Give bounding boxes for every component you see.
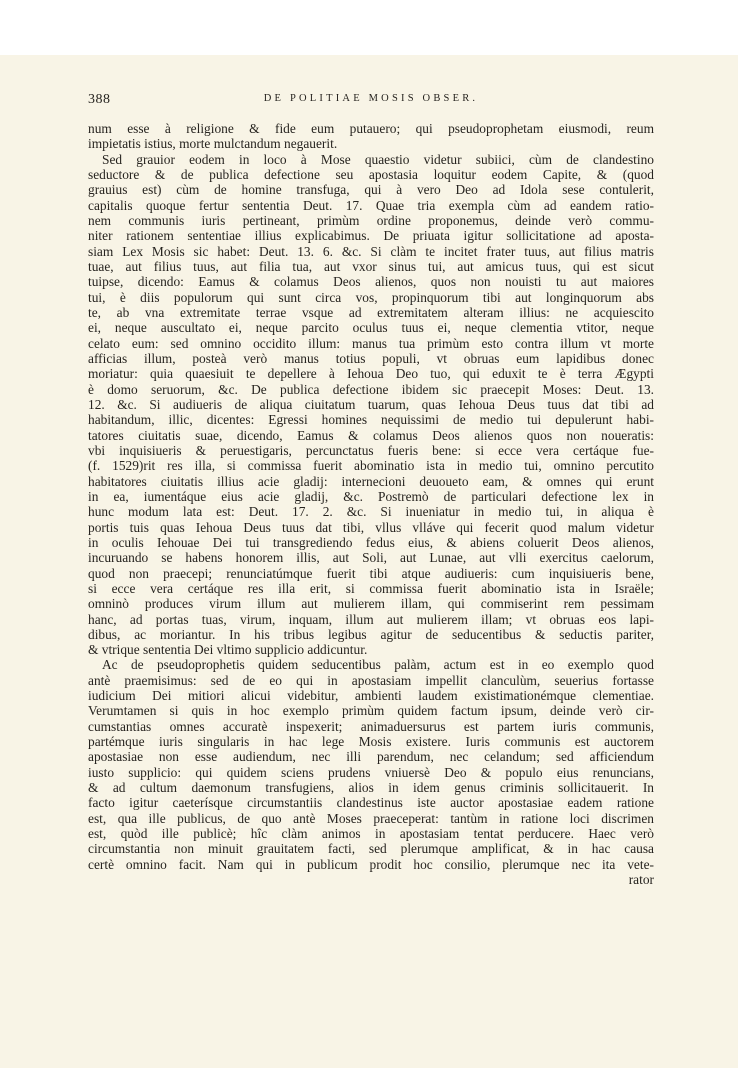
- text-line: facto igitur caeterísque circumstantiis clandestinus iste auctor apostasiae eadem ratione: [88, 795, 654, 811]
- text-line: apostasiae non esse audiendum, nec illi parendum, nec celandum; sed afficiendum: [88, 749, 654, 765]
- text-line: è domo seruorum, &c. De publica defectione ibidem sic praecepit Moses: Deut. 13.: [88, 381, 654, 397]
- text-line: portis tuis quas Iehoua Deus tuus dat tibi, vllus vlláve qui fecerit quod malum videtur: [88, 519, 654, 535]
- text-line: siam Lex Mosis sic habet: Deut. 13. 6. &c. Si clàm te incitet frater tuus, aut filius matris: [88, 243, 654, 259]
- text-line: est, qua ille publicus, de quo antè Moses praeceperat: tantùm in ratione loci discrimen: [88, 810, 654, 826]
- text-line: hanc, ad portas tuas, virum, inquam, illum aut mulierem illam; vt obruas eos lapi-: [88, 611, 654, 627]
- text-line: hunc modum lata est: Deut. 17. 2. &c. Si inueniatur in medio tui, in aliqua è: [88, 504, 654, 520]
- text-line: si ecce vera certáque res illa erit, si commissa fuerit abominatio ista in Israële;: [88, 580, 654, 596]
- text-line: dibus, ac moriantur. In his tribus legibus agitur de seducentibus & seductis pariter,: [88, 626, 654, 642]
- text-line: cumstantias omnes accuratè inspexerit; animaduersurus est partem iuris communis,: [88, 718, 654, 734]
- text-line: nem communis iuris pertineant, primùm ordine proponemus, deinde verò commu-: [88, 212, 654, 228]
- text-line: omninò produces virum illum aut mulierem illam, qui commiserint rem pessimam: [88, 596, 654, 612]
- text-line: rator: [628, 872, 654, 888]
- text-line: tatores ciuitatis suae, dicendo, Eamus & colamus Deos alienos quos non noueratis:: [88, 427, 654, 443]
- text-line: seductore & de publica defectione seu apostasia loquitur eodem Capite, & (quod: [88, 166, 654, 182]
- text-line: & ad cultum daemonum transfugiens, alios in idem genus criminis sollicitauerit. In: [88, 780, 654, 796]
- text-line: iusto supplicio: qui quidem sciens prudens vniuersè Deo & populo eius renuncians,: [88, 764, 654, 780]
- text-line: partémque iuris singularis in hac lege Mosis existere. Iuris communis est auctorem: [88, 734, 654, 750]
- text-body: [88, 121, 654, 887]
- text-line: impietatis istius, morte mulctandum negauerit.: [88, 136, 338, 152]
- text-line: (f. 1529)rit res illa, si commissa fuerit abominatio ista in medio tui, omnino percutito: [88, 458, 654, 474]
- text-line: in ea, iumentáque eius acie gladij, &c. Postremò de particulari defectione lex in: [88, 488, 654, 504]
- text-line: tuipse, dicendo: Eamus & colamus Deos alienos, quos non nouisti tu aut maiores: [88, 274, 654, 290]
- text-line: incuruando se habens honorem illis, aut Soli, aut Lunae, aut vlli exercitus caelorum,: [88, 550, 654, 566]
- text-line: tui, è diis populorum qui sunt circa vos, propinquorum tibi aut longinquorum abs: [88, 289, 654, 305]
- text-line: tuae, aut filius tuus, aut filia tua, aut vxor sinus tui, aut amicus tuus, qui est sicut: [88, 258, 654, 274]
- text-line: num esse à religione & fide eum putauero; qui pseudoprophetam eiusmodi, reum: [88, 121, 654, 136]
- text-line: te, ab vna extremitate terrae vsque ad extremitatem alteram illius: ne acquiescito: [88, 304, 654, 320]
- text-line: moriatur: quia quaesiuit te depellere à Iehoua Deo tuo, qui eduxit te è terra Ægypti: [88, 366, 654, 382]
- text-line: vbi inquisiueris & peruestigaris, percunctatus fueris bene: si ecce vera certáque fue-: [88, 442, 654, 458]
- text-line: grauius est) cùm de homine transfuga, qui à vero Deo ad Idola sese contulerit,: [88, 182, 654, 198]
- text-line: ei, neque auscultato ei, neque parcito oculus tuus ei, neque clementia vtitor, neque: [88, 320, 654, 336]
- text-line: antè praemisimus: sed de eo qui in apostasiam impellit clanculùm, seuerius fortasse: [88, 672, 654, 688]
- text-line: est, quòd ille publicè; hîc clàm animos in apostasiam tentat perducere. Haec verò: [88, 826, 654, 842]
- text-line: 12. &c. Si audiueris de aliqua ciuitatum tuarum, quas Iehoua Deus tuus dat tibi ad: [88, 396, 654, 412]
- text-line: Sed grauior eodem in loco à Mose quaestio videtur subiici, cùm de clandestino: [102, 151, 654, 167]
- text-line: circumstantia non minuit grauitatem facti, sed plerumque amplificat, & in hac causa: [88, 841, 654, 857]
- text-line: Verumtamen si quis in hoc exemplo primùm quidem factum ipsum, deinde verò cir-: [88, 703, 654, 719]
- text-line: iudicium Dei mitiori alicui videbitur, ambienti laudem existimationémque clementiae.: [88, 688, 654, 704]
- top-margin-band: [0, 0, 738, 55]
- text-line: niter rationem sententiae illius explicabimus. De priuata igitur sollicitatione ad aposta-: [88, 228, 654, 244]
- text-line: habitatores ciuitatis illius acie gladij: internecioni deuoueto eam, & omnes qui erunt: [88, 473, 654, 489]
- text-line: certè omnino facit. Nam qui in publicum prodit hoc consilio, plerumque nec ita vete-: [88, 856, 654, 872]
- text-line: habitandum, illic, dicentes: Egressi homines nequissimi de medio tui depulerunt habi-: [88, 412, 654, 428]
- text-line: & vtrique sententia Dei vltimo supplicio addicuntur.: [88, 642, 368, 658]
- text-line: afficias illum, posteà verò manus totius populi, vt obruas eum lapidibus donec: [88, 350, 654, 366]
- text-line: capitalis quoque fertur sententia Deut. 17. Quae tria exempla cùm ad eandem ratio-: [88, 197, 654, 213]
- running-head: DE POLITIAE MOSIS OBSER.: [263, 93, 479, 104]
- text-line: quod non praecepi; renunciatúmque fuerit tibi atque audiueris: cum inquisiueris bene,: [88, 565, 654, 581]
- text-line: Ac de pseudoprophetis quidem seducentibus palàm, actum est in eo exemplo quod: [102, 657, 654, 673]
- page-number: 388: [88, 92, 111, 107]
- text-line: celato eum: sed omnino occidito illum: manus tua primùm esto contra illum vt morte: [88, 335, 654, 351]
- text-line: in oculis Iehouae Dei tui transgrediendo fedus eius, & abiens coluerit Deos alienos,: [88, 534, 654, 550]
- page-header: [88, 92, 654, 108]
